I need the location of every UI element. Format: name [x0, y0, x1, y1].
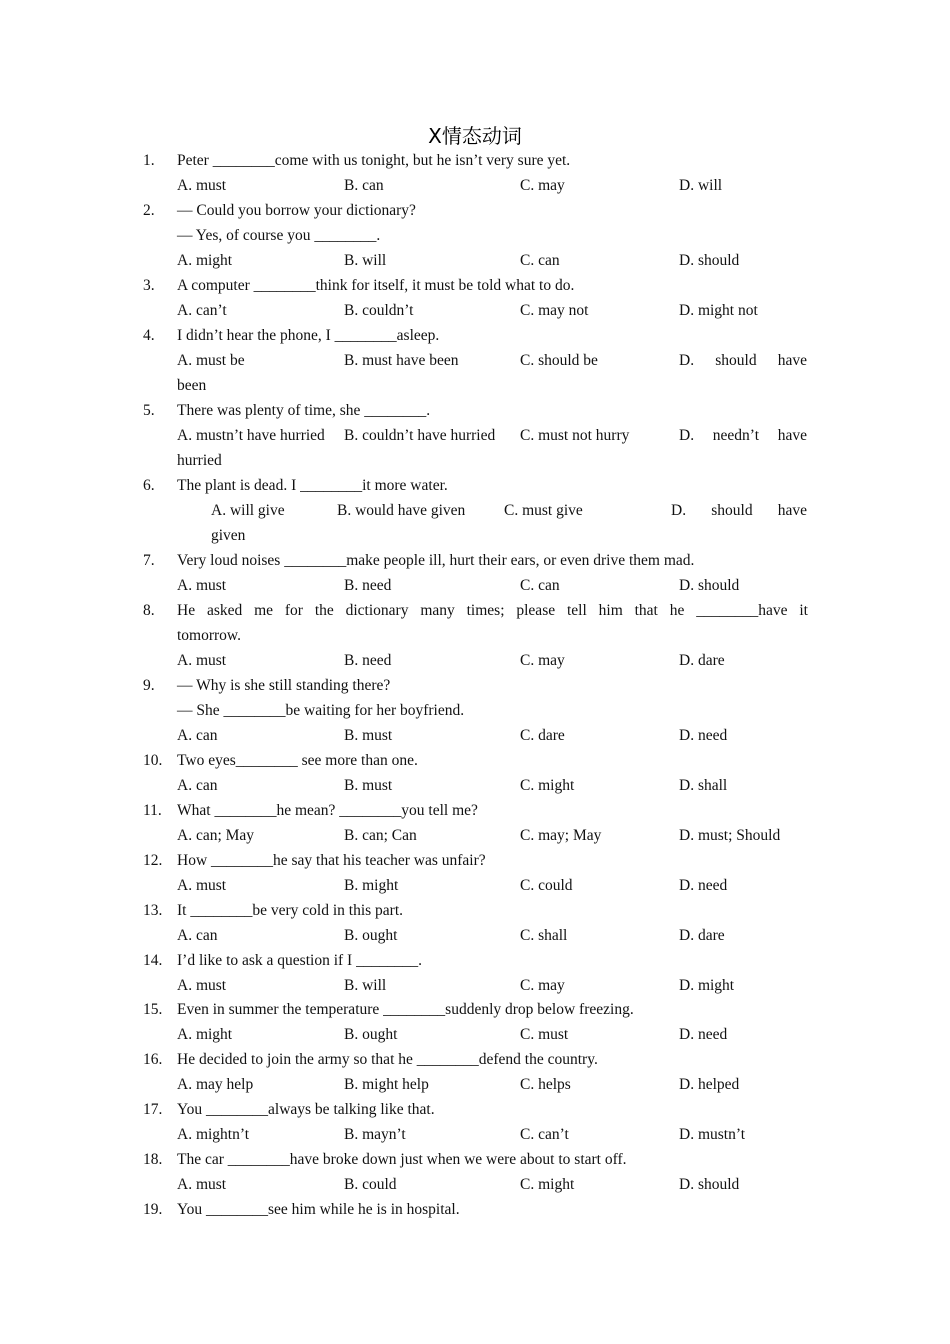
- option-d: D. need: [679, 877, 728, 894]
- question-word: that: [634, 602, 658, 619]
- question-8: [143, 598, 808, 673]
- question-text: How ________he say that his teacher was unfair?: [177, 852, 486, 869]
- option-c: C. may: [520, 977, 565, 994]
- question-text: It ________be very cold in this part.: [177, 902, 403, 919]
- option-d: D. dare: [679, 927, 725, 944]
- question-number: 3.: [143, 277, 155, 294]
- option-c: C. can: [520, 252, 560, 269]
- option-d: [679, 348, 807, 373]
- option-d-word: have: [777, 352, 807, 369]
- option-a: A. must: [177, 177, 227, 194]
- option-d: D. will: [679, 177, 723, 194]
- option-a: A. must: [177, 1176, 227, 1193]
- option-b: B. ought: [344, 927, 398, 944]
- question-number: 15.: [143, 1001, 163, 1018]
- question-number: 5.: [143, 402, 155, 419]
- question-text: He decided to join the army so that he ________defend the country.: [177, 1051, 598, 1068]
- question-6: [143, 473, 808, 548]
- option-d: D. should: [679, 1176, 740, 1193]
- question-number: 18.: [143, 1151, 163, 1168]
- option-d: D. should: [679, 577, 740, 594]
- question-text: Two eyes________ see more than one.: [177, 752, 418, 769]
- option-b: B. need: [344, 652, 392, 669]
- option-a: A. must: [177, 577, 227, 594]
- question-text: What ________he mean? ________you tell me?: [177, 802, 478, 819]
- question-number: 16.: [143, 1051, 163, 1068]
- option-a: A. can: [177, 927, 218, 944]
- option-d: D. mustn’t: [679, 1126, 746, 1143]
- option-d: D. need: [679, 727, 728, 744]
- option-c: C. could: [520, 877, 573, 894]
- question-text: There was plenty of time, she ________.: [177, 402, 431, 419]
- question-text: Very loud noises ________make people ill, hurt their ears, or even drive them mad.: [177, 552, 695, 569]
- option-d-word: should: [715, 352, 757, 369]
- question-9: [143, 673, 808, 748]
- option-b: B. ought: [344, 1026, 398, 1043]
- option-b: B. will: [344, 252, 387, 269]
- question-number: 12.: [143, 852, 163, 869]
- option-c: C. should be: [520, 352, 598, 369]
- option-c: C. might: [520, 777, 575, 794]
- question-19: [143, 1197, 808, 1222]
- question-text: I didn’t hear the phone, I ________asleep.: [177, 327, 440, 344]
- option-d-word: needn’t: [712, 427, 759, 444]
- question-number: 4.: [143, 327, 155, 344]
- question-11: [143, 798, 808, 848]
- option-d-word: D.: [679, 427, 695, 444]
- option-d-continuation: hurried: [177, 452, 222, 469]
- question-number: 11.: [143, 802, 162, 819]
- page-title: X情态动词: [428, 124, 522, 148]
- option-a: A. may help: [177, 1076, 254, 1093]
- question-number: 10.: [143, 752, 163, 769]
- option-d-word: D.: [679, 352, 695, 369]
- option-c: C. shall: [520, 927, 568, 944]
- option-b: B. couldn’t have hurried: [344, 427, 496, 444]
- question-number: 2.: [143, 202, 155, 219]
- option-c: C. might: [520, 1176, 575, 1193]
- question-word: for: [284, 602, 303, 619]
- option-d: D. helped: [679, 1076, 740, 1093]
- question-1: [143, 148, 808, 198]
- option-a: A. must: [177, 977, 227, 994]
- option-b: B. will: [344, 977, 387, 994]
- option-d-word: have: [777, 502, 807, 519]
- question-7: [143, 548, 808, 598]
- option-b: B. might help: [344, 1076, 429, 1093]
- option-c: C. may: [520, 177, 565, 194]
- option-a: A. can: [177, 777, 218, 794]
- question-number: 7.: [143, 552, 155, 569]
- question-13: [143, 898, 808, 948]
- question-word: dictionary: [345, 602, 409, 619]
- option-a: A. must: [177, 652, 227, 669]
- question-text: [177, 598, 808, 623]
- option-a: A. can: [177, 727, 218, 744]
- question-number: 13.: [143, 902, 163, 919]
- question-text: You ________see him while he is in hospital.: [177, 1201, 460, 1218]
- option-d-continuation: given: [211, 527, 246, 544]
- option-d: D. dare: [679, 652, 725, 669]
- question-number: 9.: [143, 677, 155, 694]
- option-b: B. must have been: [344, 352, 459, 369]
- option-a: A. will give: [211, 502, 285, 519]
- question-5: [143, 398, 808, 473]
- question-18: [143, 1147, 808, 1197]
- question-word: ________have: [696, 602, 788, 619]
- question-word: times;: [466, 602, 505, 619]
- question-text: The plant is dead. I ________it more water.: [177, 477, 448, 494]
- question-number: 8.: [143, 602, 155, 619]
- question-2: [143, 198, 808, 273]
- option-d: [671, 498, 807, 523]
- option-c: C. must: [520, 1026, 569, 1043]
- question-word: He: [177, 602, 196, 619]
- question-dialogue-line: — Why is she still standing there?: [177, 677, 391, 694]
- option-b: B. could: [344, 1176, 397, 1193]
- option-b: B. mayn’t: [344, 1126, 406, 1143]
- option-d: D. shall: [679, 777, 728, 794]
- question-number: 17.: [143, 1101, 163, 1118]
- option-c: C. must give: [504, 502, 583, 519]
- option-b: B. must: [344, 727, 393, 744]
- option-c: C. may: [520, 652, 565, 669]
- option-c: C. must not hurry: [520, 427, 630, 444]
- question-word: asked: [206, 602, 243, 619]
- option-d: D. might: [679, 977, 735, 994]
- option-c: C. may not: [520, 302, 589, 319]
- option-d: D. should: [679, 252, 740, 269]
- option-d-word: should: [711, 502, 753, 519]
- option-a: A. can; May: [177, 827, 255, 844]
- question-word: it: [799, 602, 808, 619]
- option-a: A. can’t: [177, 302, 227, 319]
- option-d-word: D.: [671, 502, 687, 519]
- question-number: 1.: [143, 152, 155, 169]
- question-number: 6.: [143, 477, 155, 494]
- question-17: [143, 1097, 808, 1147]
- question-15: [143, 997, 808, 1047]
- option-d-continuation: been: [177, 377, 207, 394]
- question-word: the: [314, 602, 334, 619]
- question-16: [143, 1047, 808, 1097]
- option-a: A. must: [177, 877, 227, 894]
- question-12: [143, 848, 808, 898]
- question-text: You ________always be talking like that.: [177, 1101, 435, 1118]
- option-c: C. can’t: [520, 1126, 569, 1143]
- option-b: B. must: [344, 777, 393, 794]
- question-3: [143, 273, 808, 323]
- option-d: D. must; Should: [679, 827, 781, 844]
- question-text: Peter ________come with us tonight, but he isn’t very sure yet.: [177, 152, 571, 169]
- option-a: A. mustn’t have hurried: [177, 427, 325, 444]
- option-b: B. might: [344, 877, 399, 894]
- option-a: A. must be: [177, 352, 245, 369]
- option-c: C. can: [520, 577, 560, 594]
- question-4: [143, 323, 808, 398]
- option-d: D. might not: [679, 302, 758, 319]
- option-c: C. may; May: [520, 827, 602, 844]
- question-word: he: [669, 602, 685, 619]
- question-text: Even in summer the temperature ________suddenly drop below freezing.: [177, 1001, 634, 1018]
- option-a: A. mightn’t: [177, 1126, 250, 1143]
- question-dialogue-line: — Could you borrow your dictionary?: [177, 202, 416, 219]
- option-b: B. can: [344, 177, 384, 194]
- question-word: him: [598, 602, 623, 619]
- option-b: B. need: [344, 577, 392, 594]
- question-text-continuation: tomorrow.: [177, 627, 241, 644]
- option-a: A. might: [177, 1026, 233, 1043]
- question-word: many: [420, 602, 455, 619]
- option-b: B. would have given: [337, 502, 466, 519]
- question-word: please: [516, 602, 556, 619]
- question-word: tell: [566, 602, 587, 619]
- question-text: A computer ________think for itself, it must be told what to do.: [177, 277, 575, 294]
- option-a: A. might: [177, 252, 233, 269]
- question-14: [143, 948, 808, 998]
- question-number: 14.: [143, 952, 163, 969]
- question-word: me: [254, 602, 274, 619]
- option-b: B. couldn’t: [344, 302, 414, 319]
- option-d: [679, 423, 807, 448]
- option-d-word: have: [777, 427, 807, 444]
- question-text: I’d like to ask a question if I ________.: [177, 952, 422, 969]
- question-number: 19.: [143, 1201, 163, 1218]
- option-d: D. need: [679, 1026, 728, 1043]
- option-b: B. can; Can: [344, 827, 417, 844]
- question-10: [143, 748, 808, 798]
- question-dialogue-line: — Yes, of course you ________.: [177, 227, 381, 244]
- question-text: The car ________have broke down just when we were about to start off.: [177, 1151, 627, 1168]
- question-dialogue-line: — She ________be waiting for her boyfriend.: [177, 702, 465, 719]
- option-c: C. dare: [520, 727, 565, 744]
- option-c: C. helps: [520, 1076, 571, 1093]
